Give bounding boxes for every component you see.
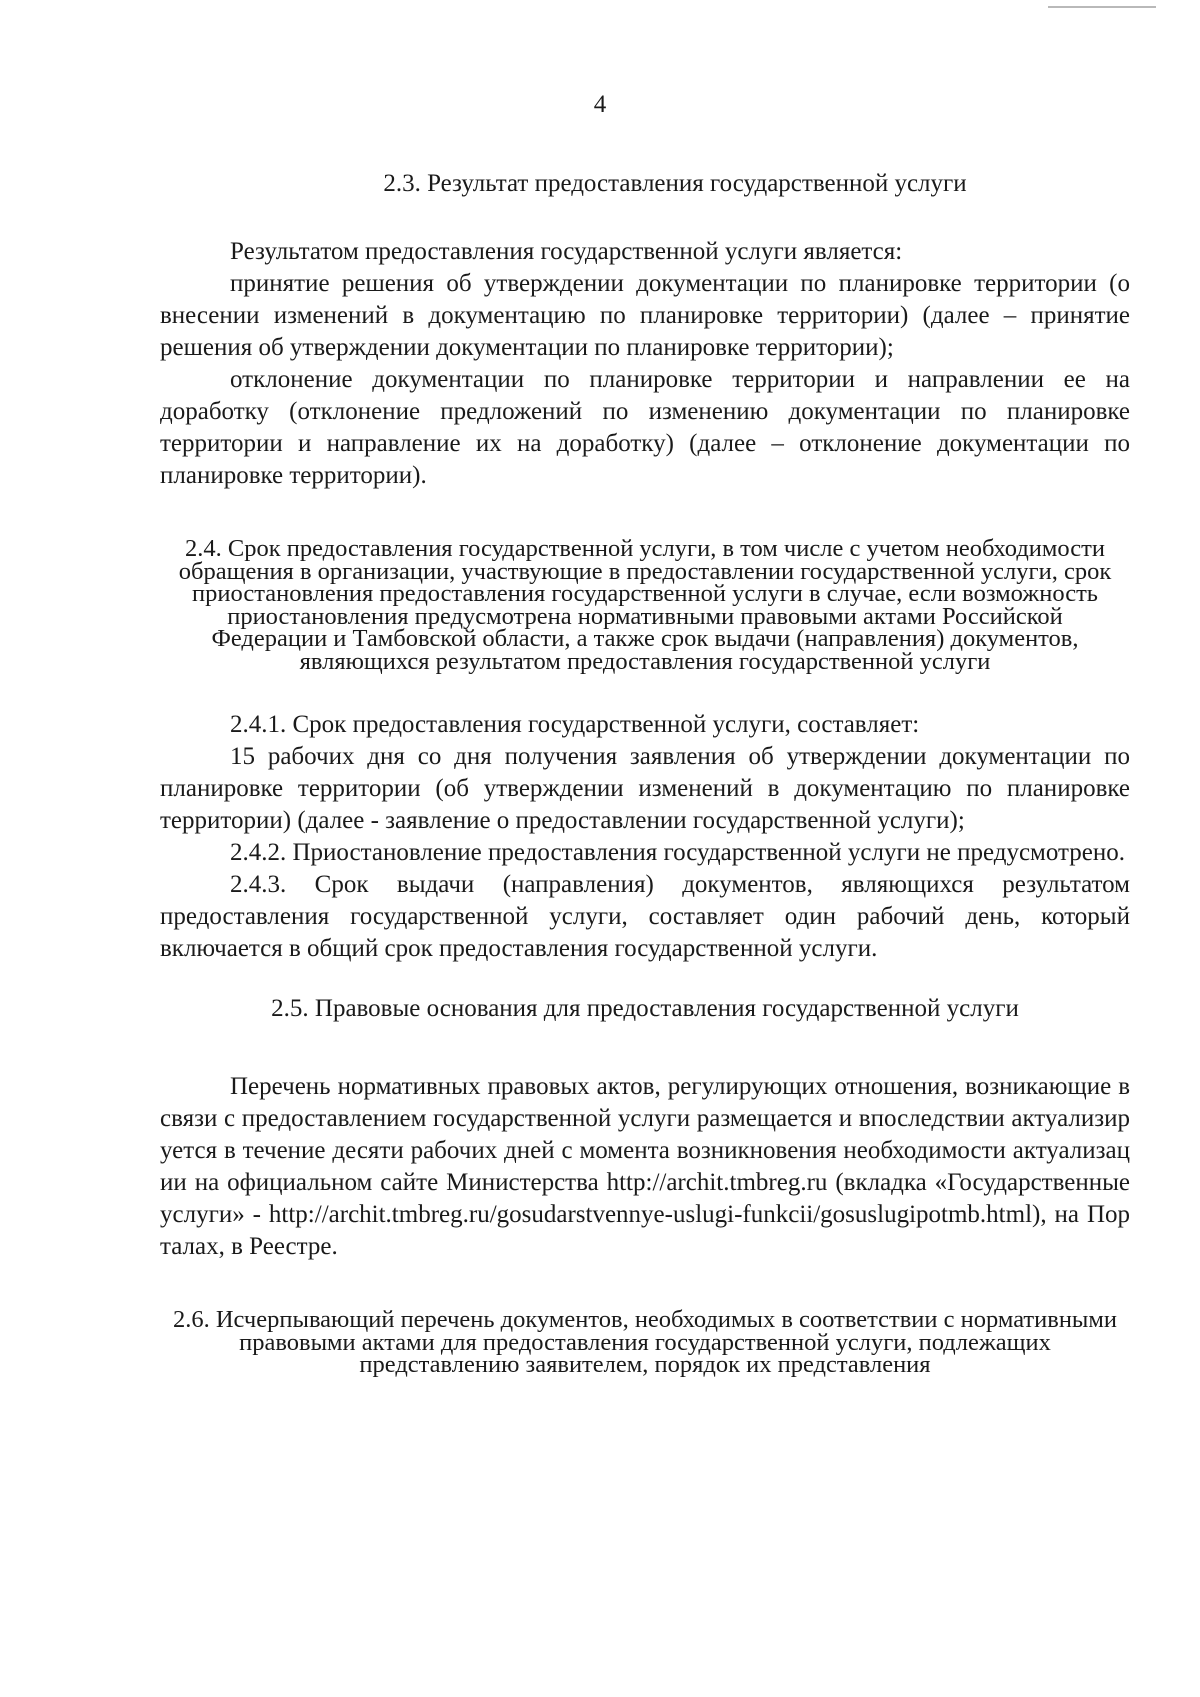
section-2-3-intro: Результатом предоставления государственной услуги является: <box>230 238 903 265</box>
page-number: 4 <box>593 91 607 118</box>
section-2-4-1-body: 15 рабочих дня со дня получения заявления об утверждении документации по планировке территории (об утверждении изменений в документацию по планировке территории) (далее - заявление о предоставлении государственной услуги); <box>160 743 1130 834</box>
section-2-3-item-2: отклонение документации по планировке территории и направлении ее на доработку (отклонение предложений по изменению документации по планировке территории и направление их на доработку) (далее – отклонение документации по планировке территории). <box>160 366 1130 489</box>
section-2-4-3: 2.4.3. Срок выдачи (направления) документов, являющихся результатом предоставления государственной услуги, составляет один рабочий день, который включается в общий срок предоставления государственной услуги. <box>160 871 1130 962</box>
section-2-3-item-1: принятие решения об утверждении документации по планировке территории (о внесении изменений в документацию по планировке территории) (далее – принятие решения об утверждении документации по планировке территории); <box>160 270 1130 361</box>
section-2-5-heading: 2.5. Правовые основания для предоставления государственной услуги <box>271 995 1019 1022</box>
section-2-4-heading: 2.4. Срок предоставления государственной услуги, в том числе с учетом необходимости обращения в организации, участвующие в предоставлении государственной услуги, срок приостановления предоставления государственной услуги в случае, если возможность приостановления предусмотрена нормативными правовыми актами Российской Федерации и Тамбовской области, а также срок выдачи (направления) документов, являющихся результатом предоставления государственной услуги <box>178 535 1112 675</box>
document-body <box>160 168 1130 1377</box>
section-2-6-heading: 2.6. Исчерпывающий перечень документов, необходимых в соответствии с нормативными правовыми актами для предоставления государственной услуги, подлежащих представлению заявителем, порядок их представления <box>172 1306 1118 1378</box>
section-2-5-body: Перечень нормативных правовых актов, регулирующих отношения, возникающие в связи с предоставлением государственной услуги размещается и впоследствии актуализируется в течение десяти рабочих дней с момента возникновения необходимости актуализации на официальном сайте Министерства http://archit.tmbreg.ru (вкладка «Государственные услуги» - http://archit.tmbreg.ru/gosudarstvennye-uslugi-funkcii/gosuslugipotmb.html), на Порталах, в Реестре. <box>160 1073 1130 1260</box>
scan-artifact-line <box>1048 6 1156 8</box>
section-2-3-heading: 2.3. Результат предоставления государственной услуги <box>383 170 967 197</box>
section-2-4-2: 2.4.2. Приостановление предоставления государственной услуги не предусмотрено. <box>230 839 1125 866</box>
section-2-4-1-title: 2.4.1. Срок предоставления государственной услуги, составляет: <box>230 711 920 738</box>
